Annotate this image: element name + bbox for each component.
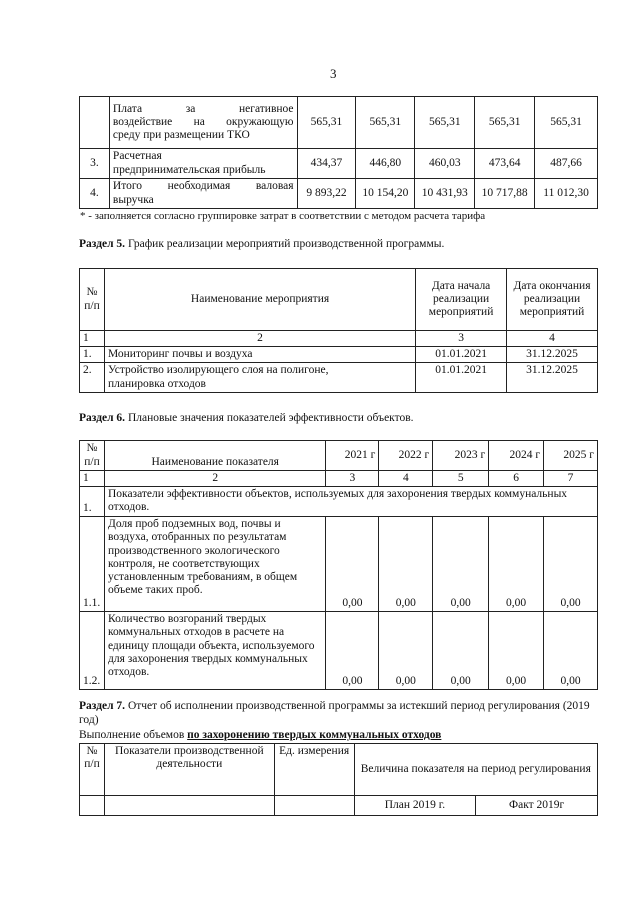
row-number bbox=[80, 97, 110, 149]
value-cell: 0,00 bbox=[544, 517, 598, 612]
section7-subtitle-emph: по захоронению твердых коммунальных отходов bbox=[187, 729, 442, 741]
value-cell: 565,31 bbox=[475, 97, 535, 149]
header-num: № п/п bbox=[80, 269, 105, 331]
row-label: Расчетная предпринимательская прибыль bbox=[109, 149, 297, 179]
section7-subtitle: Выполнение объемов по захоронению твердых коммунальных отходов bbox=[79, 729, 442, 741]
table-row bbox=[80, 149, 598, 179]
value-cell: 446,80 bbox=[356, 149, 415, 179]
value-cell: 565,31 bbox=[297, 97, 356, 149]
value-cell: 10 154,20 bbox=[356, 179, 415, 209]
table-subheader-row bbox=[80, 796, 598, 816]
section6-title: Плановые значения показателей эффективности объектов. bbox=[127, 412, 414, 424]
value-cell: 565,31 bbox=[415, 97, 475, 149]
table-header-row bbox=[80, 744, 598, 796]
value-cell: 0,00 bbox=[433, 517, 489, 612]
table-row bbox=[80, 612, 598, 690]
value-cell: 487,66 bbox=[535, 149, 598, 179]
header-start: Дата начала реализации мероприятий bbox=[416, 269, 507, 331]
header-value: Величина показателя на период регулирования bbox=[354, 744, 597, 796]
row-label: Итого необходимая валовая выручка bbox=[109, 179, 297, 209]
header-year: 2022 г bbox=[379, 441, 433, 471]
indicators-table bbox=[79, 440, 598, 690]
footnote: * - заполняется согласно группировке затрат в соответствии с методом расчета тарифа bbox=[80, 210, 486, 222]
start-date: 01.01.2021 bbox=[416, 363, 507, 392]
section5-heading bbox=[79, 238, 444, 250]
section7-heading bbox=[79, 700, 599, 728]
row-number: 1.1. bbox=[80, 517, 105, 612]
header-fact: Факт 2019г bbox=[476, 796, 598, 816]
activity-name: Мониторинг почвы и воздуха bbox=[104, 347, 415, 363]
value-cell: 9 893,22 bbox=[297, 179, 356, 209]
value-cell: 0,00 bbox=[326, 612, 379, 690]
table-row bbox=[80, 363, 598, 392]
activity-name: Устройство изолирующего слоя на полигоне, планировка отходов bbox=[104, 363, 415, 392]
header-num: № п/п bbox=[80, 441, 105, 471]
value-cell: 460,03 bbox=[415, 149, 475, 179]
value-cell: 0,00 bbox=[379, 517, 433, 612]
value-cell: 0,00 bbox=[326, 517, 379, 612]
header-year: 2025 г bbox=[544, 441, 598, 471]
end-date: 31.12.2025 bbox=[507, 347, 598, 363]
value-cell: 10 717,88 bbox=[475, 179, 535, 209]
value-cell: 0,00 bbox=[489, 517, 544, 612]
header-unit: Ед. измерения bbox=[274, 744, 354, 796]
table-row bbox=[80, 97, 598, 149]
value-cell: 473,64 bbox=[475, 149, 535, 179]
schedule-table bbox=[79, 268, 598, 393]
value-cell: 0,00 bbox=[433, 612, 489, 690]
table-header-row bbox=[80, 441, 598, 471]
table-row bbox=[80, 347, 598, 363]
row-number: 2. bbox=[80, 363, 105, 392]
value-cell: 0,00 bbox=[379, 612, 433, 690]
row-number: 1. bbox=[80, 487, 105, 517]
section7-title: Отчет об исполнении производственной программы за истекший период регулирования (2019 год) bbox=[79, 700, 590, 726]
header-num: № п/п bbox=[80, 744, 105, 796]
index-row: 1 2 3 4 5 6 7 bbox=[80, 471, 598, 487]
header-name: Наименование мероприятия bbox=[104, 269, 415, 331]
indicator-name: Доля проб подземных вод, почвы и воздуха, отобранных по результатам производственного экологического контроля, не соответствующих установленным требованиям, в общем объеме таких проб. bbox=[104, 517, 326, 612]
header-year: 2024 г bbox=[489, 441, 544, 471]
value-cell: 434,37 bbox=[297, 149, 356, 179]
header-name: Показатели производственной деятельности bbox=[104, 744, 274, 796]
value-cell: 10 431,93 bbox=[415, 179, 475, 209]
section6-label: Раздел 6. bbox=[79, 412, 126, 424]
row-number: 3. bbox=[80, 149, 110, 179]
header-end: Дата окончания реализации мероприятий bbox=[507, 269, 598, 331]
value-cell: 0,00 bbox=[489, 612, 544, 690]
start-date: 01.01.2021 bbox=[416, 347, 507, 363]
value-cell: 565,31 bbox=[535, 97, 598, 149]
row-number: 1. bbox=[80, 347, 105, 363]
value-cell: 0,00 bbox=[544, 612, 598, 690]
header-year: 2023 г bbox=[433, 441, 489, 471]
group-row bbox=[80, 487, 598, 517]
table-row bbox=[80, 517, 598, 612]
section5-label: Раздел 5. bbox=[79, 238, 126, 250]
section6-heading bbox=[79, 412, 414, 424]
section7-label: Раздел 7. bbox=[79, 700, 126, 712]
row-number: 1.2. bbox=[80, 612, 105, 690]
value-cell: 11 012,30 bbox=[535, 179, 598, 209]
table-row bbox=[80, 179, 598, 209]
value-cell: 565,31 bbox=[356, 97, 415, 149]
index-row: 1 2 3 4 bbox=[80, 331, 598, 347]
group-title: Показатели эффективности объектов, используемых для захоронения твердых коммунальных отходов. bbox=[104, 487, 597, 517]
header-plan: План 2019 г. bbox=[354, 796, 476, 816]
page-number: 3 bbox=[330, 66, 337, 81]
header-year: 2021 г bbox=[326, 441, 379, 471]
row-number: 4. bbox=[80, 179, 110, 209]
end-date: 31.12.2025 bbox=[507, 363, 598, 392]
indicator-name: Количество возгораний твердых коммунальных отходов в расчете на единицу площади объекта, используемого для захоронения твердых коммунальных отходов. bbox=[104, 612, 326, 690]
tariff-table bbox=[79, 96, 598, 209]
table-header-row bbox=[80, 269, 598, 331]
section5-title: График реализации мероприятий производственной программы. bbox=[127, 238, 445, 250]
row-label: Плата за негативное воздействие на окружающую среду при размещении ТКО bbox=[109, 97, 297, 149]
header-name: Наименование показателя bbox=[104, 441, 326, 471]
report-table bbox=[79, 743, 598, 816]
